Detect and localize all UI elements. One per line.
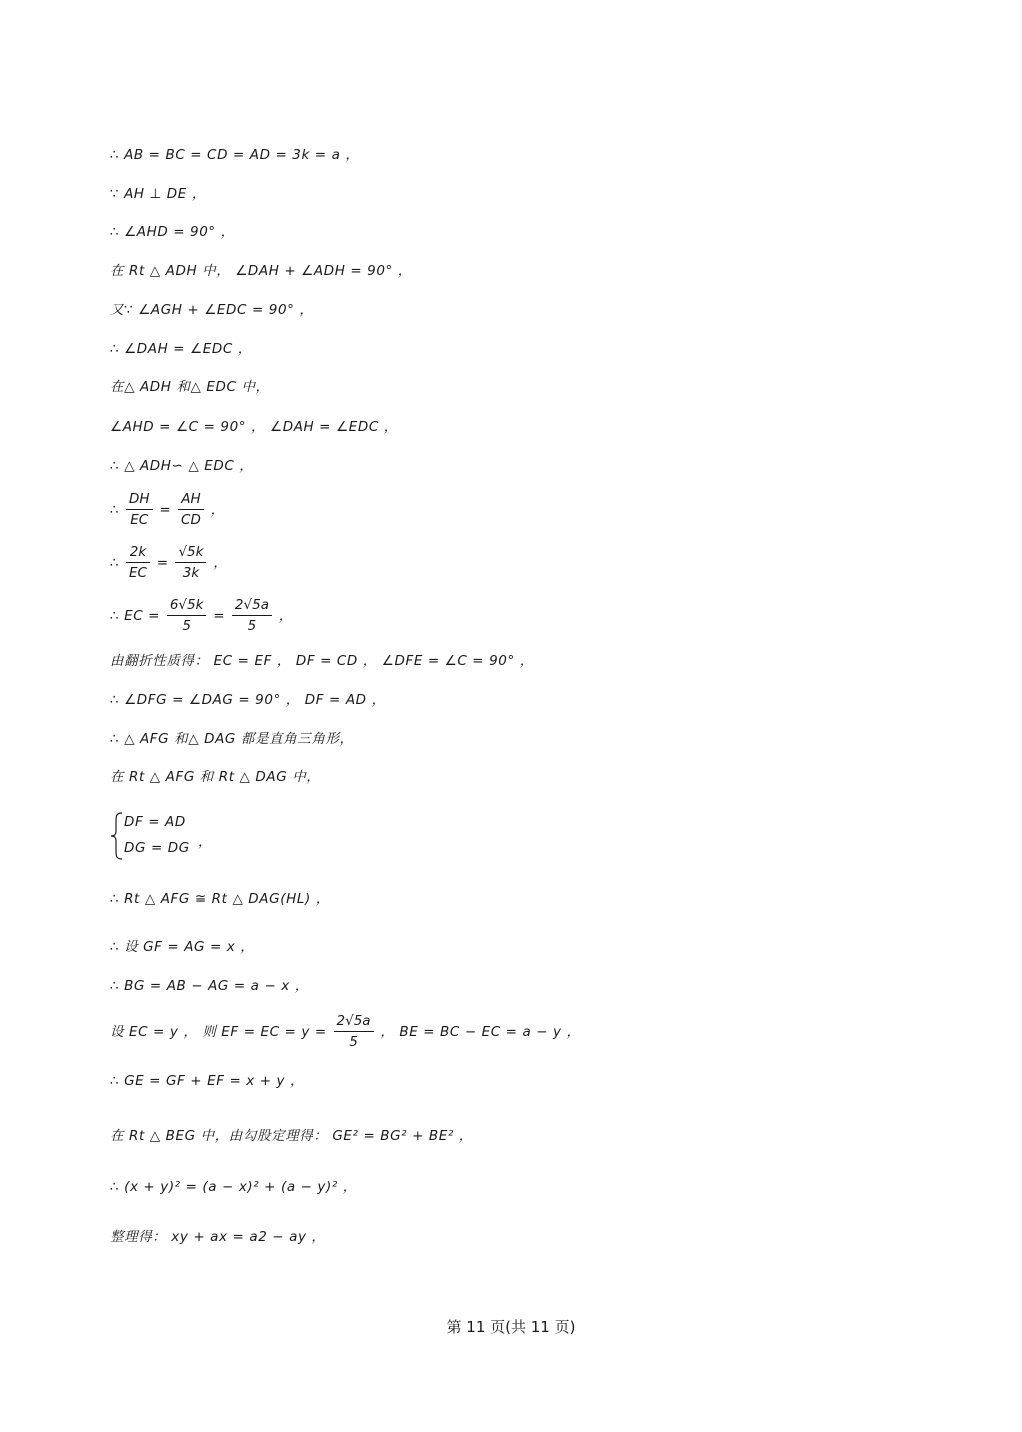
step-line: ∴ AB = BC = CD = AD = 3k = a ， <box>110 147 360 163</box>
step-line: 在 Rt △ ADH 中， ∠DAH + ∠ADH = 90° ， <box>110 263 412 279</box>
fraction: $\frac{2k}{EC}$ <box>126 542 150 583</box>
step-line: ∴ ∠AHD = 90° ， <box>110 224 235 240</box>
step-line: ∴ △ AFG 和△ DAG 都是直角三角形， <box>110 731 354 747</box>
fraction: $\frac{DH}{EC}$ <box>126 489 153 530</box>
step-line: 整理得： xy + ax = a2 − ay ， <box>110 1229 326 1245</box>
step-line: 在 Rt △ BEG 中，由勾股定理得： GE² = BG² + BE² ， <box>110 1128 473 1144</box>
fraction-equation: 设 EC = y ， 则 EF = EC = y = $\frac{2√5a}{5}$ ， BE = BC − EC = a − y ， <box>110 1013 581 1050</box>
step-line: 由翻折性质得： EC = EF ， DF = CD ， ∠DFE = ∠C = 90° ， <box>110 653 534 669</box>
fraction-equation: ∴ $\frac{DH}{EC}$ = $\frac{AH}{CD}$ ， <box>110 491 225 528</box>
fraction: $\frac{√5k}{3k}$ <box>175 542 206 583</box>
fraction: $\frac{AH}{CD}$ <box>178 489 204 530</box>
step-line: 在 Rt △ AFG 和 Rt △ DAG 中， <box>110 769 321 785</box>
step-line: ∵ AH ⊥ DE ， <box>110 186 206 202</box>
fraction: $\frac{6√5k}{5}$ <box>167 595 207 636</box>
step-line: ∠AHD = ∠C = 90° ， ∠DAH = ∠EDC ， <box>110 419 398 435</box>
step-line: ∴ BG = AB − AG = a − x ， <box>110 978 309 994</box>
brace-icon <box>110 812 124 860</box>
system-suffix: ， <box>198 834 213 850</box>
fraction: $\frac{2√5a}{5}$ <box>334 1011 374 1052</box>
step-line: ∴ ∠DAH = ∠EDC ， <box>110 341 252 357</box>
step-line: ∴ (x + y)² = (a − x)² + (a − y)² ， <box>110 1179 357 1195</box>
step-line: ∴ ∠DFG = ∠DAG = 90° ， DF = AD ， <box>110 692 386 708</box>
equation-system: DF = AD DG = DG <box>124 814 190 856</box>
step-line: ∴ GE = GF + EF = x + y ， <box>110 1073 305 1089</box>
fraction: $\frac{2√5a}{5}$ <box>232 595 272 636</box>
step-line: ∴ Rt △ AFG ≅ Rt △ DAG(HL) ， <box>110 891 330 907</box>
fraction-equation: ∴ $\frac{2k}{EC}$ = $\frac{√5k}{3k}$ ， <box>110 544 228 581</box>
page-footer: 第 11 页(共 11 页) <box>446 1318 576 1336</box>
step-line: ∴ 设 GF = AG = x ， <box>110 939 255 955</box>
step-line: 又∵ ∠AGH + ∠EDC = 90° ， <box>110 302 314 318</box>
step-line: 在△ ADH 和△ EDC 中， <box>110 379 270 395</box>
step-line: ∴ △ ADH∽ △ EDC ， <box>110 458 254 474</box>
fraction-equation: ∴ EC = $\frac{6√5k}{5}$ = $\frac{2√5a}{5}$ ， <box>110 597 293 634</box>
